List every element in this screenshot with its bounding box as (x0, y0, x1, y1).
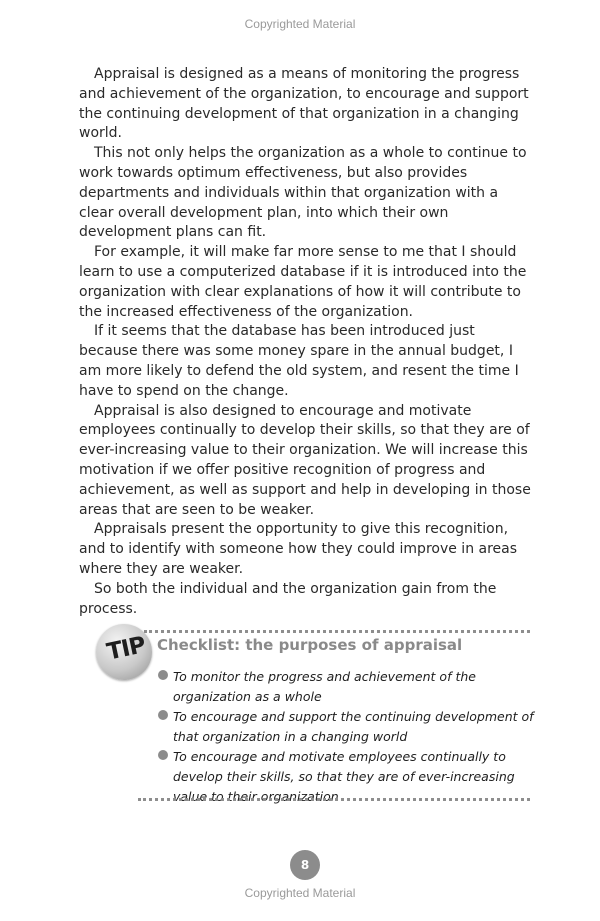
tip-badge-label: TIP (104, 632, 148, 666)
dotted-rule-bottom (138, 798, 530, 801)
paragraph: Appraisals present the opportunity to give this recognition, and to identify with someone how they could improve in areas where they are weaker. (79, 521, 518, 577)
checklist (156, 666, 536, 806)
list-item (156, 706, 536, 746)
bullet-icon (158, 670, 168, 680)
list-item-text: To encourage and motivate employees continually to develop their skills, so that they are of ever-increasing value to their organization (173, 749, 515, 804)
list-item-text: To monitor the progress and achievement of the organization as a whole (173, 669, 476, 704)
tip-heading: Checklist: the purposes of appraisal (157, 636, 463, 654)
list-item (156, 666, 536, 706)
paragraph: Appraisal is designed as a means of monitoring the progress and achievement of the organization, to encourage and support the continuing development of that organization in a changing world. (79, 66, 529, 142)
tip-box (96, 624, 536, 806)
paragraph: Appraisal is also designed to encourage and motivate employees continually to develop their skills, so that they are of ever-increasing value to their organization. We will increase this motivation if we offer positive recognition of progress and achievement, as well as support and help in developing in those areas that are seen to be weaker. (79, 402, 531, 518)
list-item (156, 746, 536, 806)
list-item-text: To encourage and support the continuing development of that organization in a changing world (173, 709, 534, 744)
page-number: 8 (290, 850, 320, 880)
copyright-watermark-bottom: Copyrighted Material (244, 886, 356, 900)
paragraph: This not only helps the organization as a whole to continue to work towards optimum effectiveness, but also provides departments and individuals within that organization with a clear overall development plan, into which their own development plans can fit. (79, 145, 527, 241)
dotted-rule-top (144, 630, 530, 633)
bullet-icon (158, 710, 168, 720)
copyright-watermark-top: Copyrighted Material (244, 17, 356, 31)
paragraph: For example, it will make far more sense to me that I should learn to use a computerized database if it is introduced into the organization with clear explanations of how it will contribute to the increased effectiveness of the organization. (79, 244, 527, 320)
paragraph: If it seems that the database has been introduced just because there was some money spare in the annual budget, I am more likely to defend the old system, and resent the time I have to spend on the change. (79, 323, 519, 399)
body-text (79, 65, 534, 619)
bullet-icon (158, 750, 168, 760)
paragraph: So both the individual and the organization gain from the process. (79, 580, 497, 617)
